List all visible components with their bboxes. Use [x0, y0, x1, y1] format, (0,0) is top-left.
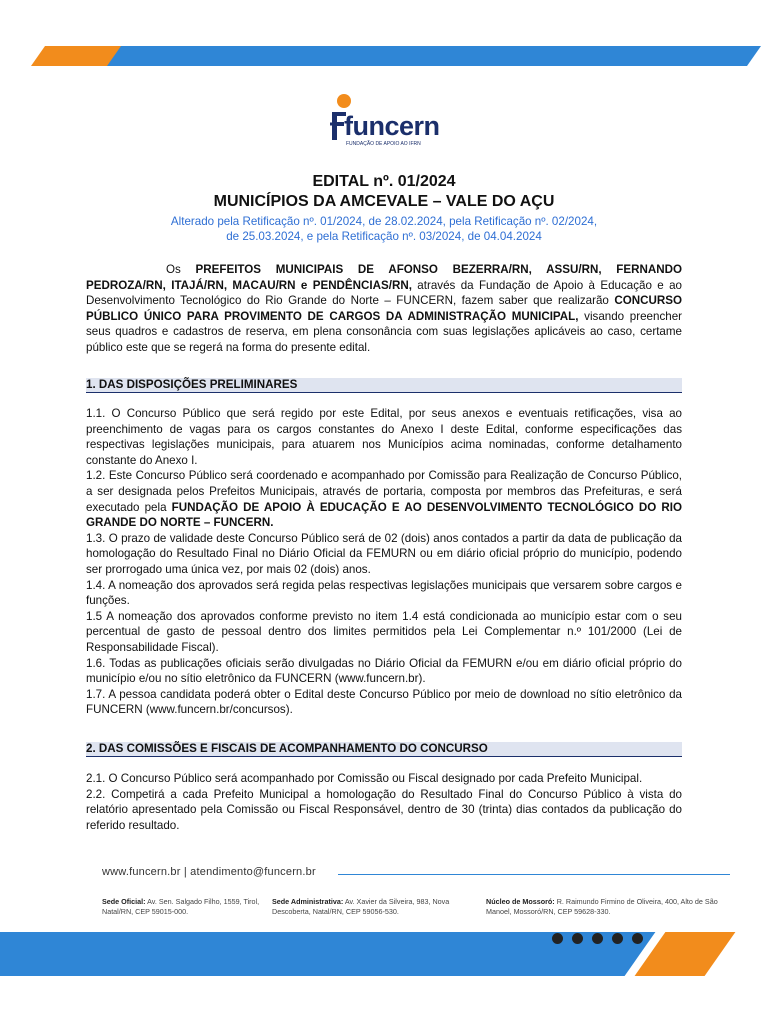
item-1-5: 1.5 A nomeação dos aprovados conforme previsto no item 1.4 está condicionada ao município estar com o seu percentual de gasto de pessoal dentro dos limites permitidos pela Lei Complementar n.º 101/2000 (Lei de Responsabilidade Fiscal). [86, 609, 682, 654]
edital-subtitle-title: MUNICÍPIOS DA AMCEVALE – VALE DO AÇU [213, 193, 555, 210]
edital-title: EDITAL nº. 01/2024 [312, 173, 456, 190]
item-1-4: 1.4. A nomeação dos aprovados será regida pelas respectivas legislações municipais que versarem sobre cargos e funções. [86, 578, 682, 608]
item-1-2-text: 1.2. Este Concurso Público será coordenado e acompanhado por Comissão para Realização de Concurso Público, a ser designada pelos Prefeitos Municipais, através de portaria, composta por membros das Prefeituras, e será executado pela [86, 469, 682, 514]
social-icons [552, 932, 643, 946]
twitter-icon[interactable] [612, 933, 623, 944]
item-1-2 [86, 468, 682, 530]
logo-tagline: FUNDAÇÃO DE APOIO AO IFRN [346, 141, 421, 147]
rectification-line-2: de 25.03.2024, e pela Retificação nº. 03/2024, de 04.04.2024 [226, 230, 542, 243]
item-1-7: 1.7. A pessoa candidata poderá obter o Edital deste Concurso Público por meio de download no sítio eletrônico da FUNCERN (www.funcern.br/concursos). [86, 687, 682, 717]
bottom-color-band [0, 932, 768, 976]
intro-text-1: Os [166, 263, 196, 276]
address-1-label: Sede Oficial: [102, 897, 146, 906]
address-2-text: Av. Xavier da Silveira, 983, Nova Descoberta, Natal/RN, CEP 59056-530. [272, 897, 450, 916]
spotify-icon[interactable] [592, 933, 603, 944]
address-nucleo-mossoro [486, 897, 726, 917]
funcern-logo [328, 94, 440, 150]
rectification-line-1: Alterado pela Retificação nº. 01/2024, de 28.02.2024, pela Retificação nº. 02/2024, [170, 215, 598, 228]
item-1-6: 1.6. Todas as publicações oficiais serão divulgadas no Diário Oficial da FEMURN e/ou em diário oficial próprio do município e/ou no sítio eletrônico da FUNCERN (www.funcern.br). [86, 656, 682, 686]
address-2-label: Sede Administrativa: [272, 897, 344, 906]
address-sede-oficial [102, 897, 262, 917]
section-2-heading: 2. DAS COMISSÕES E FISCAIS DE ACOMPANHAMENTO DO CONCURSO [86, 742, 682, 757]
item-1-2-bold: FUNDAÇÃO DE APOIO À EDUCAÇÃO E AO DESENVOLVIMENTO TECNOLÓGICO DO RIO GRANDE DO NORTE – FUNCERN. [86, 500, 682, 530]
intro-paragraph [86, 262, 682, 356]
intro-text-2: através da Fundação de Apoio à Educação e ao Desenvolvimento Tecnológico do Rio Grande do Norte – FUNCERN, fazem saber que realizarão [86, 278, 682, 308]
instagram-icon[interactable] [552, 933, 563, 944]
intro-bold-2: CONCURSO PÚBLICO ÚNICO PARA PROVIMENTO DE CARGOS DA ADMINISTRAÇÃO MUNICIPAL, [86, 294, 682, 323]
section-2-body [86, 771, 682, 833]
section-1-body [86, 406, 682, 718]
address-sede-administrativa [272, 897, 472, 917]
address-3-label: Núcleo de Mossoró: [486, 897, 555, 906]
intro-bold-1: PREFEITOS MUNICIPAIS DE AFONSO BEZERRA/RN, ASSU/RN, FERNANDO PEDROZA/RN, ITAJÁ/RN, MACAU/RN e PENDÊNCIAS/RN, [86, 263, 682, 292]
address-3-text: R. Raimundo Firmino de Oliveira, 400, Alto de São Manoel, Mossoró/RN, CEP 59628-330. [486, 897, 718, 916]
footer-divider [338, 874, 730, 875]
facebook-icon[interactable] [632, 933, 643, 944]
item-1-1: 1.1. O Concurso Público que será regido por este Edital, por seus anexos e eventuais retificações, visa ao preenchimento de vagas para os cargos constantes do Anexo I deste Edital, conforme especificações das respectivas legislações municipais, para atuarem nos Municípios acima nominadas, conforme detalhamento constante do Anexo I. [86, 407, 682, 467]
address-1-text: Av. Sen. Salgado Filho, 1559, Tirol, Natal/RN, CEP 59015-000. [102, 897, 260, 916]
top-band-blue [107, 46, 761, 66]
intro-text-3: visando preencher seus quadros e cadastros de reserva, em plena consonância com suas legislações aplicáveis ao caso, certame público este que se regerá na forma do presente edital. [86, 309, 682, 354]
youtube-icon[interactable] [572, 933, 583, 944]
logo-wordmark: funcern [344, 111, 440, 141]
footer-contact[interactable]: www.funcern.br | atendimento@funcern.br [102, 866, 316, 878]
item-1-3: 1.3. O prazo de validade deste Concurso Público será de 02 (dois) anos contados a partir da data de publicação da homologação do Resultado Final no Diário Oficial da FEMURN ou em diário oficial próprio do município, podendo ser prorrogado uma única vez, por mais 02 (dois) anos. [86, 531, 682, 576]
item-2-1: 2.1. O Concurso Público será acompanhado por Comissão ou Fiscal designado por cada Prefeito Municipal. [86, 772, 643, 785]
item-2-2: 2.2. Competirá a cada Prefeito Municipal a homologação do Resultado Final do Concurso Público à vista do relatório apresentado pela Comissão ou Fiscal Responsável, dentro de 30 (trinta) dias contados da publicação do referido resultado. [86, 787, 682, 832]
top-color-band [0, 46, 768, 66]
section-1-heading: 1. DAS DISPOSIÇÕES PRELIMINARES [86, 378, 682, 393]
